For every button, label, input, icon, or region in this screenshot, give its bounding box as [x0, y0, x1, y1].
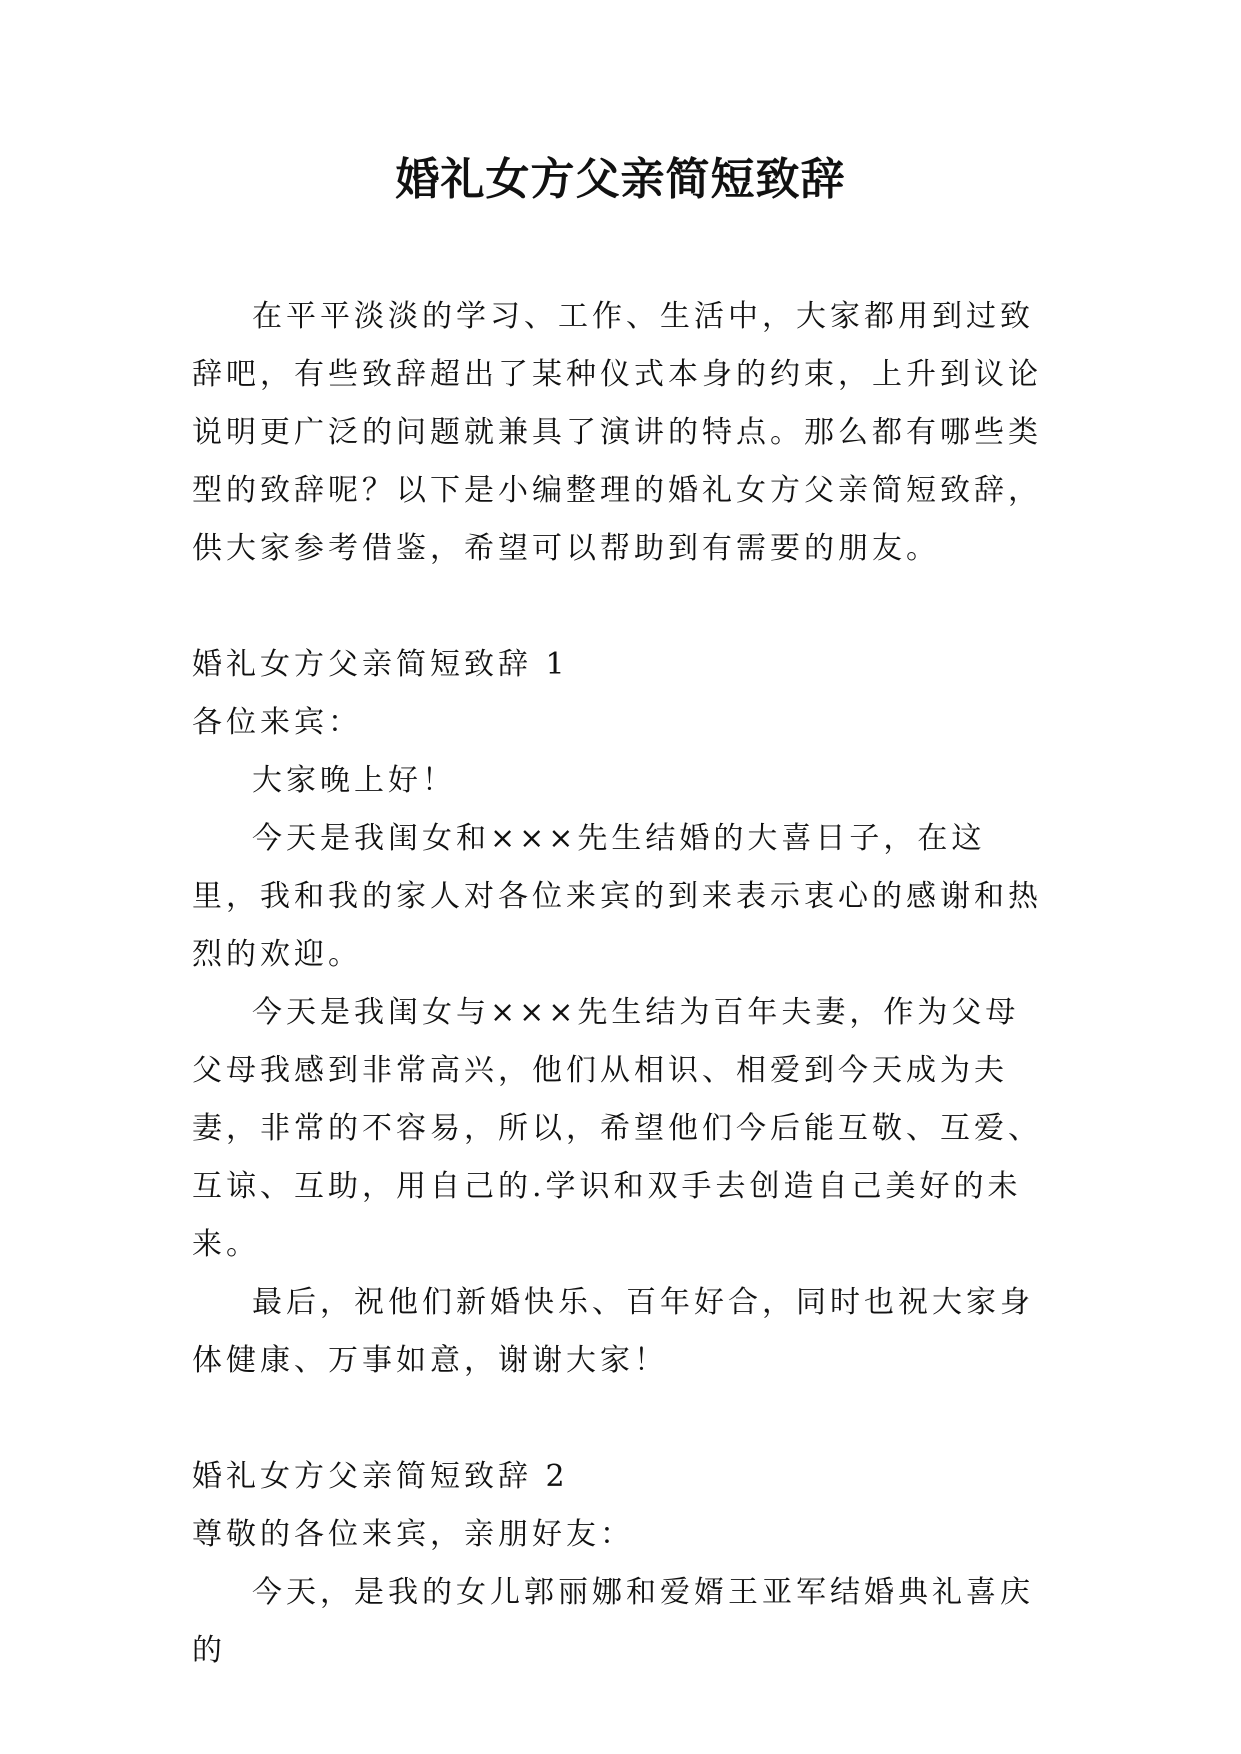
spacer — [192, 1390, 1052, 1448]
section-1-paragraph: 最后，祝他们新婚快乐、百年好合，同时也祝大家身体健康、万事如意，谢谢大家！ — [192, 1285, 1034, 1378]
section-1-paragraph: 今天是我闺女与×××先生结为百年夫妻，作为父母父母我感到非常高兴，他们从相识、相爱到今天成为夫妻，非常的不容易，所以，希望他们今后能互敬、互爱、互谅、互助，用自己的.学识和双手去创造自己美好的未来。 — [192, 995, 1042, 1262]
section-1-paragraph: 今天是我闺女和×××先生结婚的大喜日子，在这里，我和我的家人对各位来宾的到来表示衷心的感谢和热烈的欢迎。 — [192, 821, 1042, 972]
section-1-heading: 婚礼女方父亲简短致辞 1 — [192, 647, 569, 682]
section-2-heading: 婚礼女方父亲简短致辞 2 — [192, 1459, 569, 1494]
section-1-paragraph: 大家晚上好！ — [252, 763, 456, 798]
spacer — [192, 578, 1052, 636]
document-body — [192, 288, 1052, 1680]
document-title: 婚礼女方父亲简短致辞 — [395, 154, 846, 205]
section-2-salutation: 尊敬的各位来宾，亲朋好友： — [192, 1517, 634, 1552]
intro-paragraph: 在平平淡淡的学习、工作、生活中，大家都用到过致辞吧，有些致辞超出了某种仪式本身的约束，上升到议论说明更广泛的问题就兼具了演讲的特点。那么都有哪些类型的致辞呢？以下是小编整理的婚礼女方父亲简短致辞，供大家参考借鉴，希望可以帮助到有需要的朋友。 — [192, 299, 1042, 566]
section-1-salutation: 各位来宾： — [192, 705, 362, 740]
section-2-paragraph: 今天，是我的女儿郭丽娜和爱婿王亚军结婚典礼喜庆的 — [192, 1575, 1034, 1668]
